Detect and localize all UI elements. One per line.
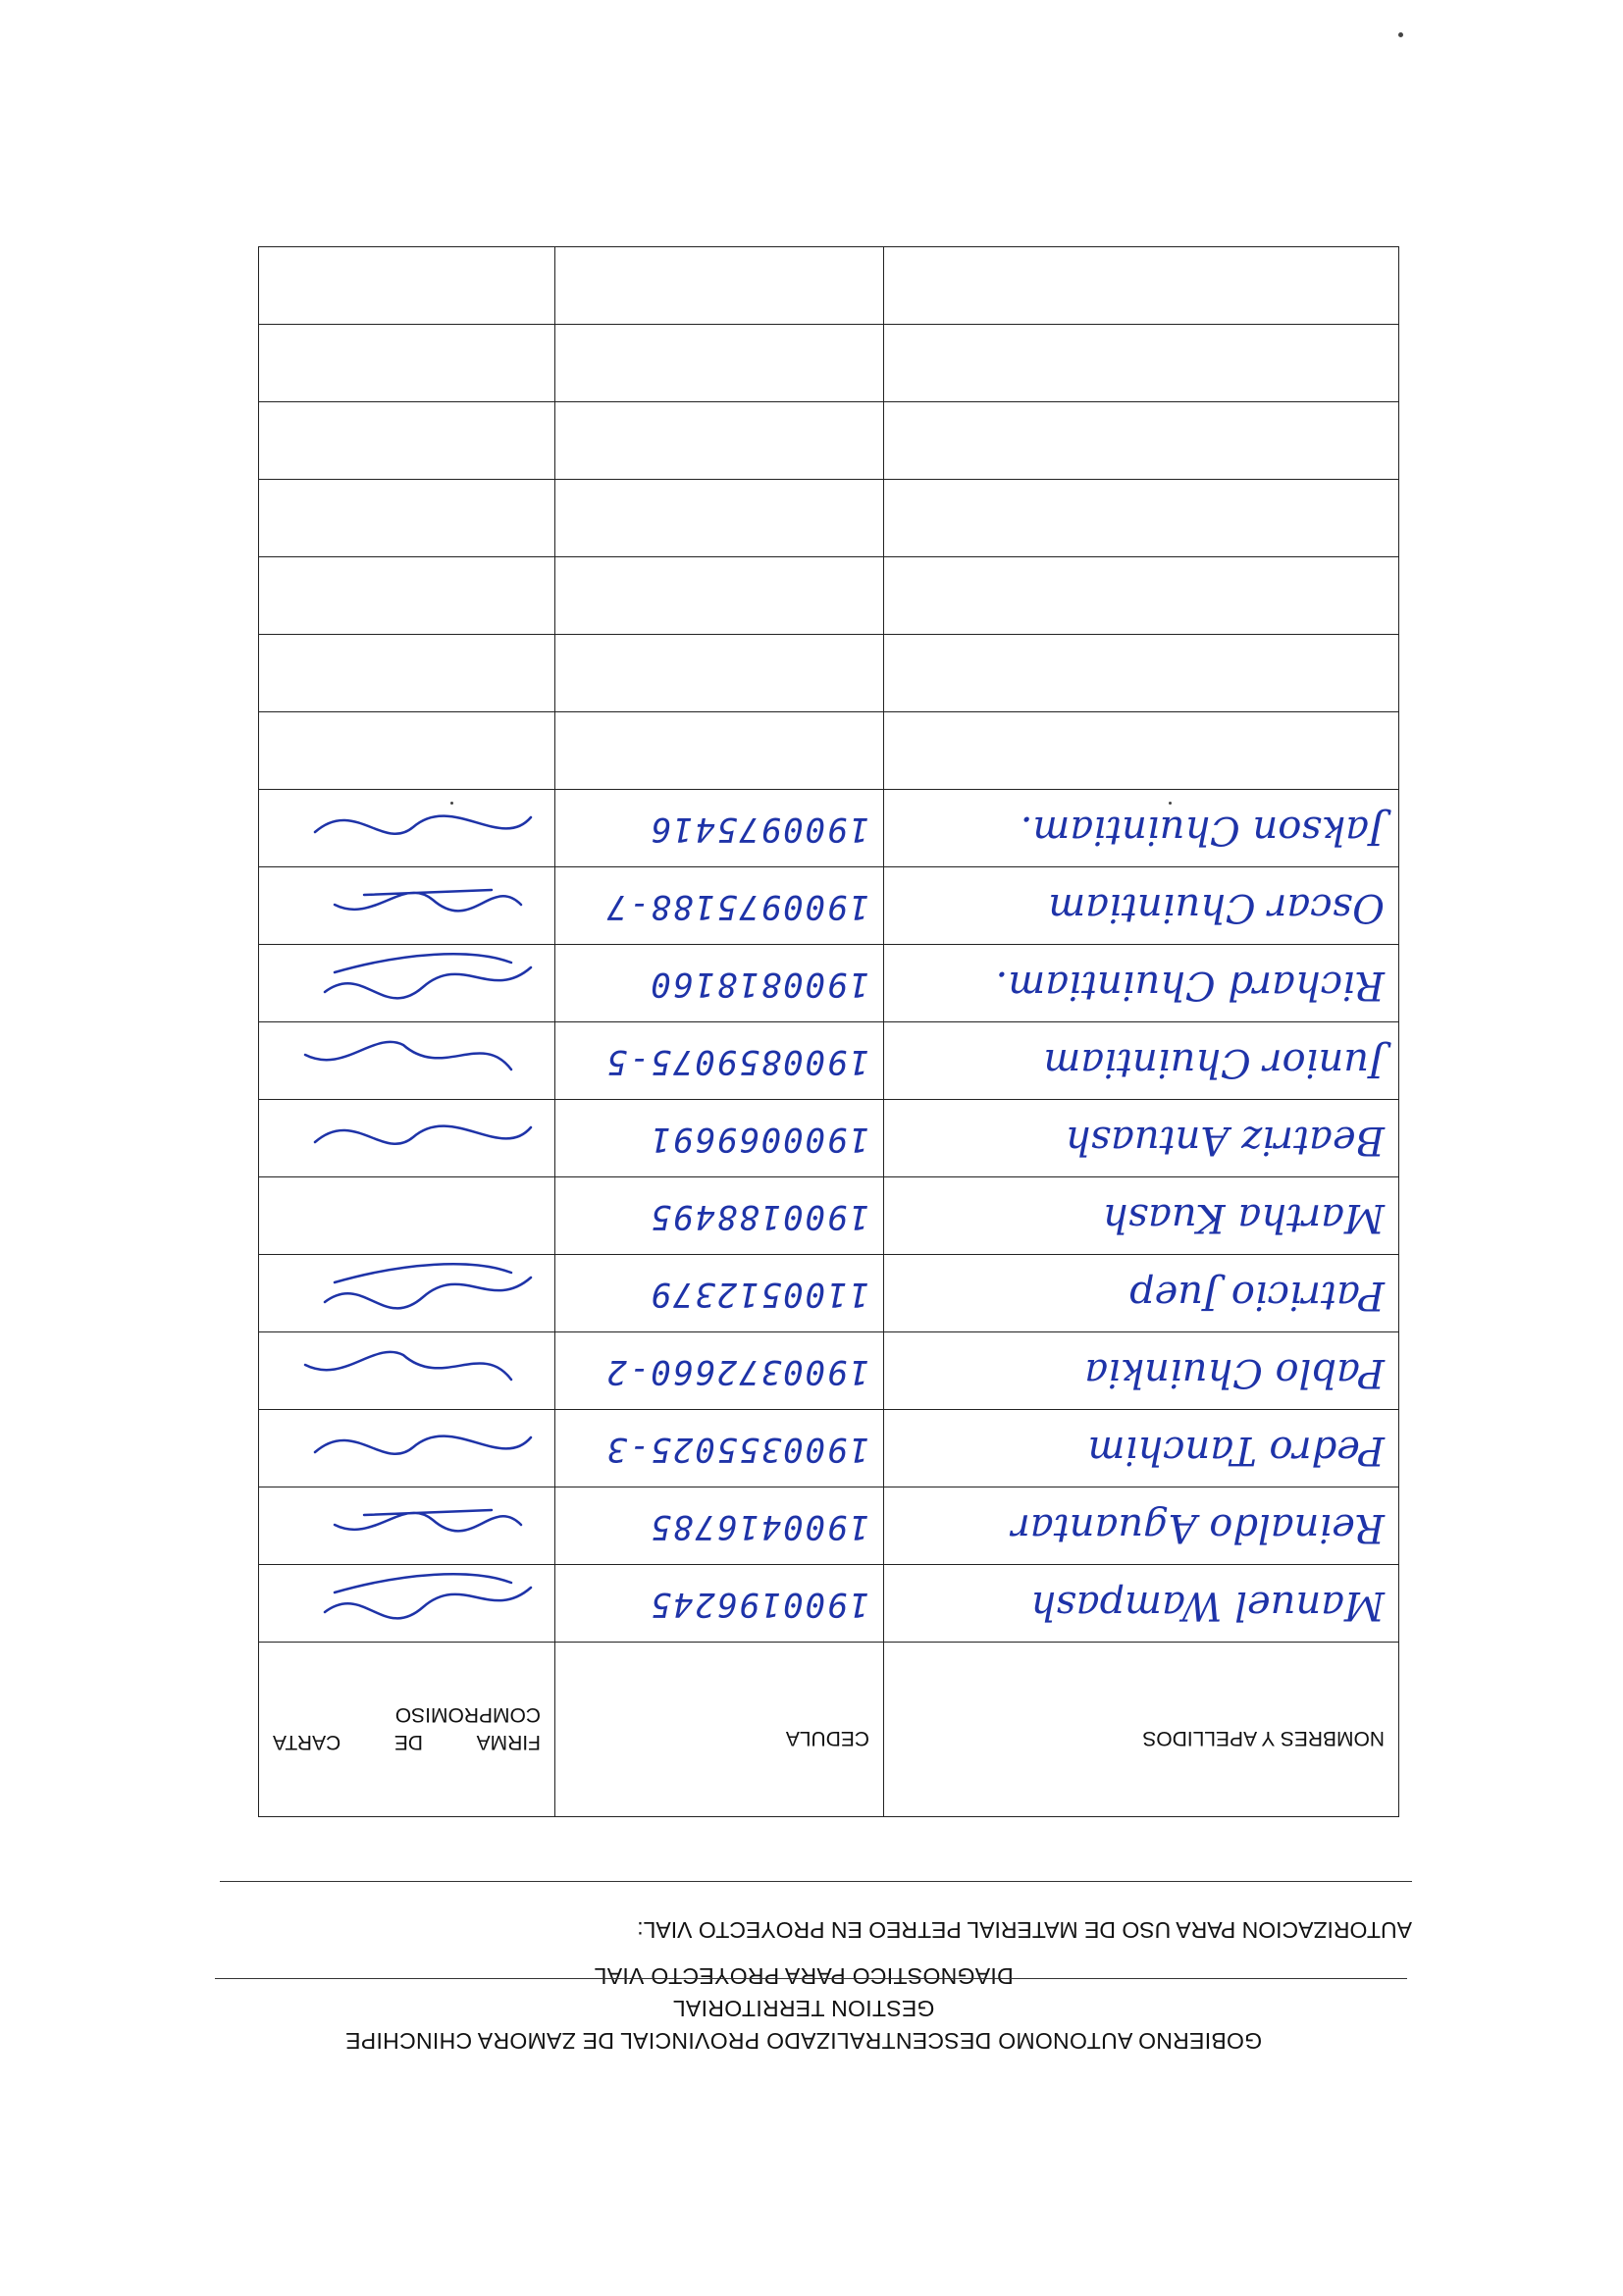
signature-cell — [259, 635, 555, 712]
subtitle-divider — [220, 1881, 1412, 1882]
column-header-name: NOMBRES Y APELLIDOS — [884, 1643, 1399, 1817]
signature-cell — [259, 557, 555, 635]
handwritten-name: Pablo Chuinkia — [1084, 1350, 1385, 1395]
scan-speck — [1398, 32, 1403, 37]
handwritten-cedula: 1100512379 — [649, 1275, 869, 1314]
table-row — [259, 867, 1399, 945]
handwritten-signature — [266, 1100, 550, 1176]
handwritten-cedula: 1900975416 — [649, 809, 869, 849]
handwritten-name: Oscar Chuintiam — [1048, 885, 1385, 930]
cedula-cell — [555, 1100, 884, 1177]
signature-cell — [259, 867, 555, 945]
signature-cell — [259, 1410, 555, 1487]
header-project: DIAGNOSTICO PARA PROYECTO VIAL — [594, 1963, 1014, 1989]
cedula-cell — [555, 1022, 884, 1100]
name-cell — [884, 1565, 1399, 1643]
handwritten-signature — [266, 1487, 550, 1564]
name-cell — [884, 867, 1399, 945]
cedula-cell — [555, 867, 884, 945]
handwritten-name: Manuel Wampash — [1030, 1583, 1385, 1628]
handwritten-name: Martha Kuash — [1102, 1195, 1385, 1240]
name-cell — [884, 1177, 1399, 1255]
name-cell — [884, 1100, 1399, 1177]
cedula-cell — [555, 1565, 884, 1643]
handwritten-name: Beatriz Antuash — [1065, 1118, 1385, 1163]
signature-cell — [259, 1022, 555, 1100]
name-cell — [884, 1487, 1399, 1565]
name-cell — [884, 480, 1399, 557]
handwritten-name: Jakson Chuintiam. — [1020, 808, 1385, 853]
handwritten-signature — [266, 1410, 550, 1487]
handwritten-name: Reinaldo Aguantar — [1011, 1505, 1385, 1550]
signature-cell — [259, 325, 555, 402]
table-row — [259, 480, 1399, 557]
handwritten-name: Pedro Tanchim — [1087, 1428, 1385, 1473]
name-cell — [884, 790, 1399, 867]
table-row — [259, 1177, 1399, 1255]
header-department: GESTION TERRITORIAL — [672, 1996, 935, 2021]
name-cell — [884, 1022, 1399, 1100]
name-cell — [884, 1255, 1399, 1332]
name-cell — [884, 635, 1399, 712]
handwritten-cedula: 1900416785 — [649, 1507, 869, 1546]
cedula-cell — [555, 1487, 884, 1565]
cedula-cell — [555, 790, 884, 867]
table-row — [259, 1332, 1399, 1410]
table-row — [259, 635, 1399, 712]
name-cell — [884, 1332, 1399, 1410]
signature-cell — [259, 1487, 555, 1565]
cedula-cell — [555, 402, 884, 480]
handwritten-name: Junior Chuintiam — [1043, 1040, 1385, 1085]
signature-cell — [259, 402, 555, 480]
handwritten-signature — [266, 1565, 550, 1642]
name-cell — [884, 402, 1399, 480]
column-header-cedula: CEDULA — [555, 1643, 884, 1817]
table-row — [259, 1022, 1399, 1100]
handwritten-signature — [266, 1332, 550, 1409]
table-header-row — [259, 1643, 1399, 1817]
signature-cell — [259, 480, 555, 557]
table-row — [259, 1487, 1399, 1565]
handwritten-signature — [266, 1022, 550, 1099]
signature-cell — [259, 945, 555, 1022]
table-row — [259, 325, 1399, 402]
handwritten-cedula: 1900188495 — [649, 1197, 869, 1236]
scan-speck — [1169, 802, 1172, 805]
handwritten-cedula: 1900196245 — [649, 1585, 869, 1624]
name-cell — [884, 325, 1399, 402]
cedula-cell — [555, 325, 884, 402]
table-row — [259, 790, 1399, 867]
table-row — [259, 1100, 1399, 1177]
handwritten-name: Richard Chuintiam. — [995, 963, 1385, 1008]
name-cell — [884, 557, 1399, 635]
cedula-cell — [555, 945, 884, 1022]
cedula-cell — [555, 1255, 884, 1332]
handwritten-signature — [266, 945, 550, 1021]
cedula-cell — [555, 712, 884, 790]
signature-cell — [259, 1255, 555, 1332]
name-cell — [884, 945, 1399, 1022]
signature-cell — [259, 712, 555, 790]
table-row — [259, 247, 1399, 325]
name-cell — [884, 247, 1399, 325]
column-header-signature: FIRMA DE CARTA COMPROMISO — [259, 1643, 555, 1817]
signature-cell — [259, 790, 555, 867]
cedula-cell — [555, 1332, 884, 1410]
header-institution: GOBIERNO AUTONOMO DESCENTRALIZADO PROVINCIAL DE ZAMORA CHINCHIPE — [344, 2028, 1263, 2054]
handwritten-cedula: 1900818160 — [649, 965, 869, 1004]
cedula-cell — [555, 480, 884, 557]
signature-cell — [259, 1100, 555, 1177]
document-header — [220, 1959, 1387, 2057]
table-row — [259, 712, 1399, 790]
cedula-cell — [555, 557, 884, 635]
handwritten-cedula: 1900372660-2 — [604, 1352, 869, 1391]
signature-cell — [259, 1332, 555, 1410]
handwritten-signature — [266, 1255, 550, 1331]
table-row — [259, 557, 1399, 635]
handwritten-cedula: 1900355025-3 — [604, 1430, 869, 1469]
cedula-cell — [555, 247, 884, 325]
signature-cell — [259, 247, 555, 325]
name-cell — [884, 1410, 1399, 1487]
handwritten-signature — [266, 790, 550, 866]
table-row — [259, 1410, 1399, 1487]
handwritten-cedula: 1900859075-5 — [604, 1042, 869, 1081]
handwritten-name: Patricio Juep — [1128, 1273, 1385, 1318]
cedula-cell — [555, 1410, 884, 1487]
table-row — [259, 402, 1399, 480]
signature-cell — [259, 1177, 555, 1255]
scan-speck — [450, 802, 453, 805]
handwritten-cedula: 1900069691 — [649, 1120, 869, 1159]
signature-cell — [259, 1565, 555, 1643]
header-divider — [215, 1978, 1407, 1979]
handwritten-signature — [266, 867, 550, 944]
name-cell — [884, 712, 1399, 790]
document-subtitle: AUTORIZACION PARA USO DE MATERIAL PETREO EN PROYECTO VIAL: — [637, 1917, 1412, 1943]
table-row — [259, 1565, 1399, 1643]
cedula-cell — [555, 1177, 884, 1255]
table-row — [259, 945, 1399, 1022]
cedula-cell — [555, 635, 884, 712]
handwritten-cedula: 1900975188-7 — [604, 887, 869, 926]
signature-table — [258, 246, 1399, 1817]
table-row — [259, 1255, 1399, 1332]
